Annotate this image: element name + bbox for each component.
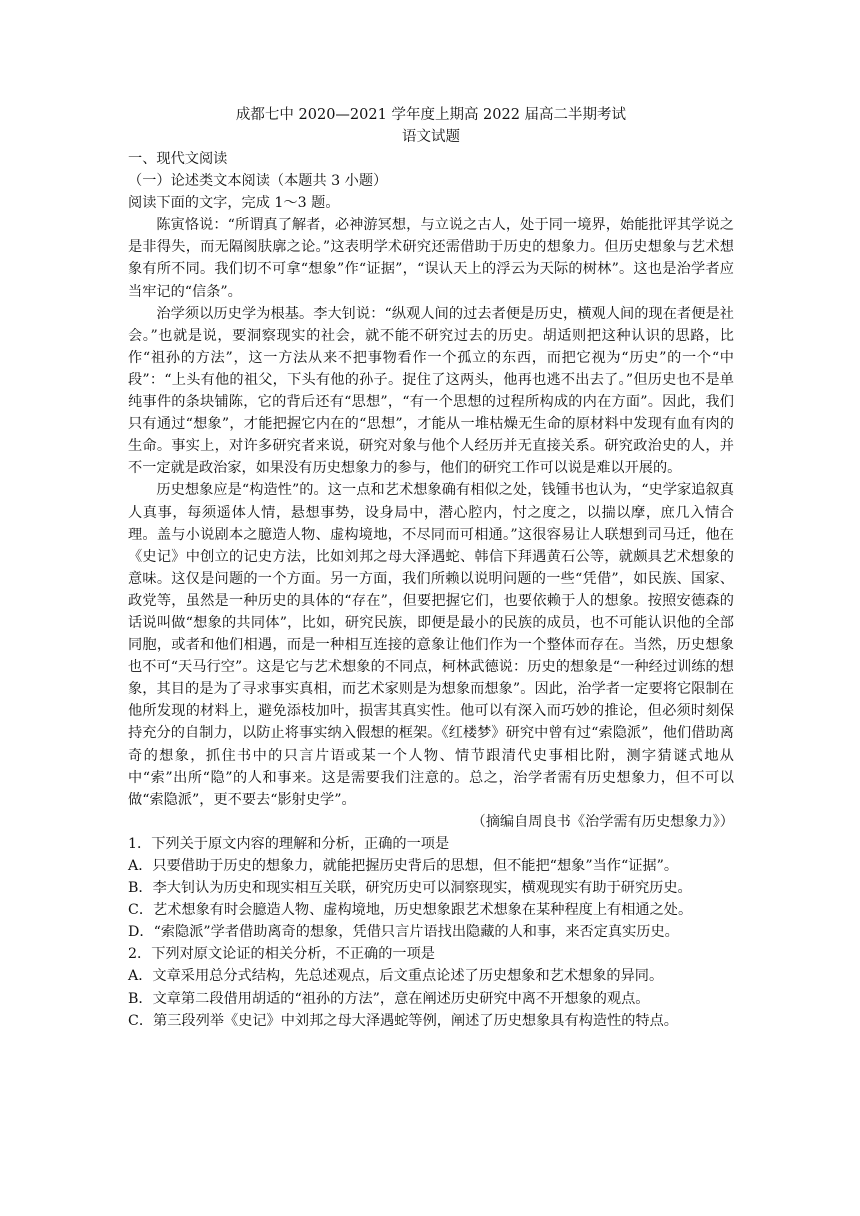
article-source: （摘编自周良书《治学需有历史想象力》） (471, 813, 734, 830)
question-1 (128, 833, 734, 943)
article-paragraph-2: 治学须以历史学为根基。李大钊说：“纵观人间的过去者便是历史，横观人间的现在者便是社会。”也就是说，要洞察现实的社会，就不能不研究过去的历史。胡适则把这种认识的思路，比作“祖孙的方法”，这一方法从来不把事物看作一个孤立的东西，而把它视为“历史”的一个“中段”：“上头有他的祖父，下头有他的孙子。捉住了这两头，他再也逃不出去了。”但历史也不是单纯事件的条块铺陈，它的背后还有“思想”，“有一个思想的过程所构成的内在方面”。因此，我们只有通过“想象”，才能把握它内在的“思想”，才能从一堆枯燥无生命的原材料中发现有血有肉的生命。事实上，对许多研究者来说，研究对象与他个人经历并无直接关系。研究政治史的人，并不一定就是政治家，如果没有历史想象力的参与，他们的研究工作可以说是难以开展的。 (128, 305, 734, 477)
section-subheading: （一）论述类文本阅读（本题共 3 小题） (128, 173, 388, 190)
question-1-stem: 1．下列关于原文内容的理解和分析，正确的一项是 (128, 835, 450, 852)
exam-title: 成都七中 2020—2021 学年度上期高 2022 届高二半期考试 (235, 107, 627, 123)
section-heading: 一、现代文阅读 (128, 151, 228, 167)
question-2-option-c: C．第三段列举《史记》中刘邦之母大泽遇蛇等例，阐述了历史想象具有构造性的特点。 (128, 1012, 678, 1029)
question-2 (128, 943, 734, 1031)
question-2-stem: 2．下列对原文论证的相关分析，不正确的一项是 (128, 946, 435, 963)
question-2-option-a: A．文章采用总分式结构，先总述观点，后文重点论述了历史想象和艺术想象的异同。 (128, 968, 664, 985)
exam-subtitle: 语文试题 (402, 129, 460, 145)
page-content (128, 104, 734, 1032)
article-paragraph-3: 历史想象应是“构造性”的。这一点和艺术想象确有相似之处，钱锺书也认为，“史学家追叙真人真事，每须遥体人情，悬想事势，设身局中，潜心腔内，忖之度之，以揣以摩，庶几入情合理。盖与小说剧本之臆造人物、虚构境地，不尽同而可相通。”这很容易让人联想到司马迁，他在《史记》中创立的记史方法，比如刘邦之母大泽遇蛇、韩信下拜遇黄石公等，就颇具艺术想象的意味。这仅是问题的一个方面。另一方面，我们所赖以说明问题的一些“凭借”，如民族、国家、政党等，虽然是一种历史的具体的“存在”，但要把握它们，也要依赖于人的想象。按照安德森的话说叫做“想象的共同体”，比如，研究民族，即便是最小的民族的成员，也不可能认识他的全部同胞，或者和他们相遇，而是一种相互连接的意象让他们作为一个整体而存在。当然，历史想象也不可“天马行空”。这是它与艺术想象的不同点，柯林武德说：历史的想象是“一种经过训练的想象，其目的是为了寻求事实真相，而艺术家则是为想象而想象”。因此，治学者一定要将它限制在他所发现的材料上，避免添枝加叶，损害其真实性。他可以有深入而巧妙的推论，但必须时刻保持充分的自制力，以防止将事实纳入假想的框架。《红楼梦》研究中曾有过“索隐派”，他们借助离奇的想象，抓住书中的只言片语或某一个人物、情节跟清代史事相比附，测字猜谜式地从中“索”出所“隐”的人和事来。这是需要我们注意的。总之，治学者需有历史想象力，但不可以做“索隐派”，更不要去“影射史学”。 (128, 482, 734, 808)
article-body (128, 214, 734, 811)
question-1-option-c: C．艺术想象有时会臆造人物、虚构境地，历史想象跟艺术想象在某种程度上有相通之处。 (128, 902, 693, 919)
article-paragraph-1: 陈寅恪说：“所谓真了解者，必神游冥想，与立说之古人，处于同一境界，始能批评其学说之是非得失，而无隔阂肤廓之论。”这表明学术研究还需借助于历史的想象力。但历史想象与艺术想象有所不同。我们切不可拿“想象”作“证据”，“误认天上的浮云为天际的树林”。这也是治学者应当牢记的“信条”。 (128, 217, 734, 300)
question-1-option-b: B．李大钊认为历史和现实相互关联，研究历史可以洞察现实，横观现实有助于研究历史。 (128, 880, 692, 897)
reading-instruction: 阅读下面的文字，完成 1～3 题。 (128, 195, 340, 212)
question-1-option-d: D．“索隐派”学者借助离奇的想象，凭借只言片语找出隐藏的人和事，来否定真实历史。 (128, 924, 679, 941)
question-2-option-b: B．文章第二段借用胡适的“祖孙的方法”，意在阐述历史研究中离不开想象的观点。 (128, 990, 650, 1007)
question-1-option-a: A．只要借助于历史的想象力，就能把握历史背后的思想，但不能把“想象”当作“证据”。 (128, 858, 679, 874)
